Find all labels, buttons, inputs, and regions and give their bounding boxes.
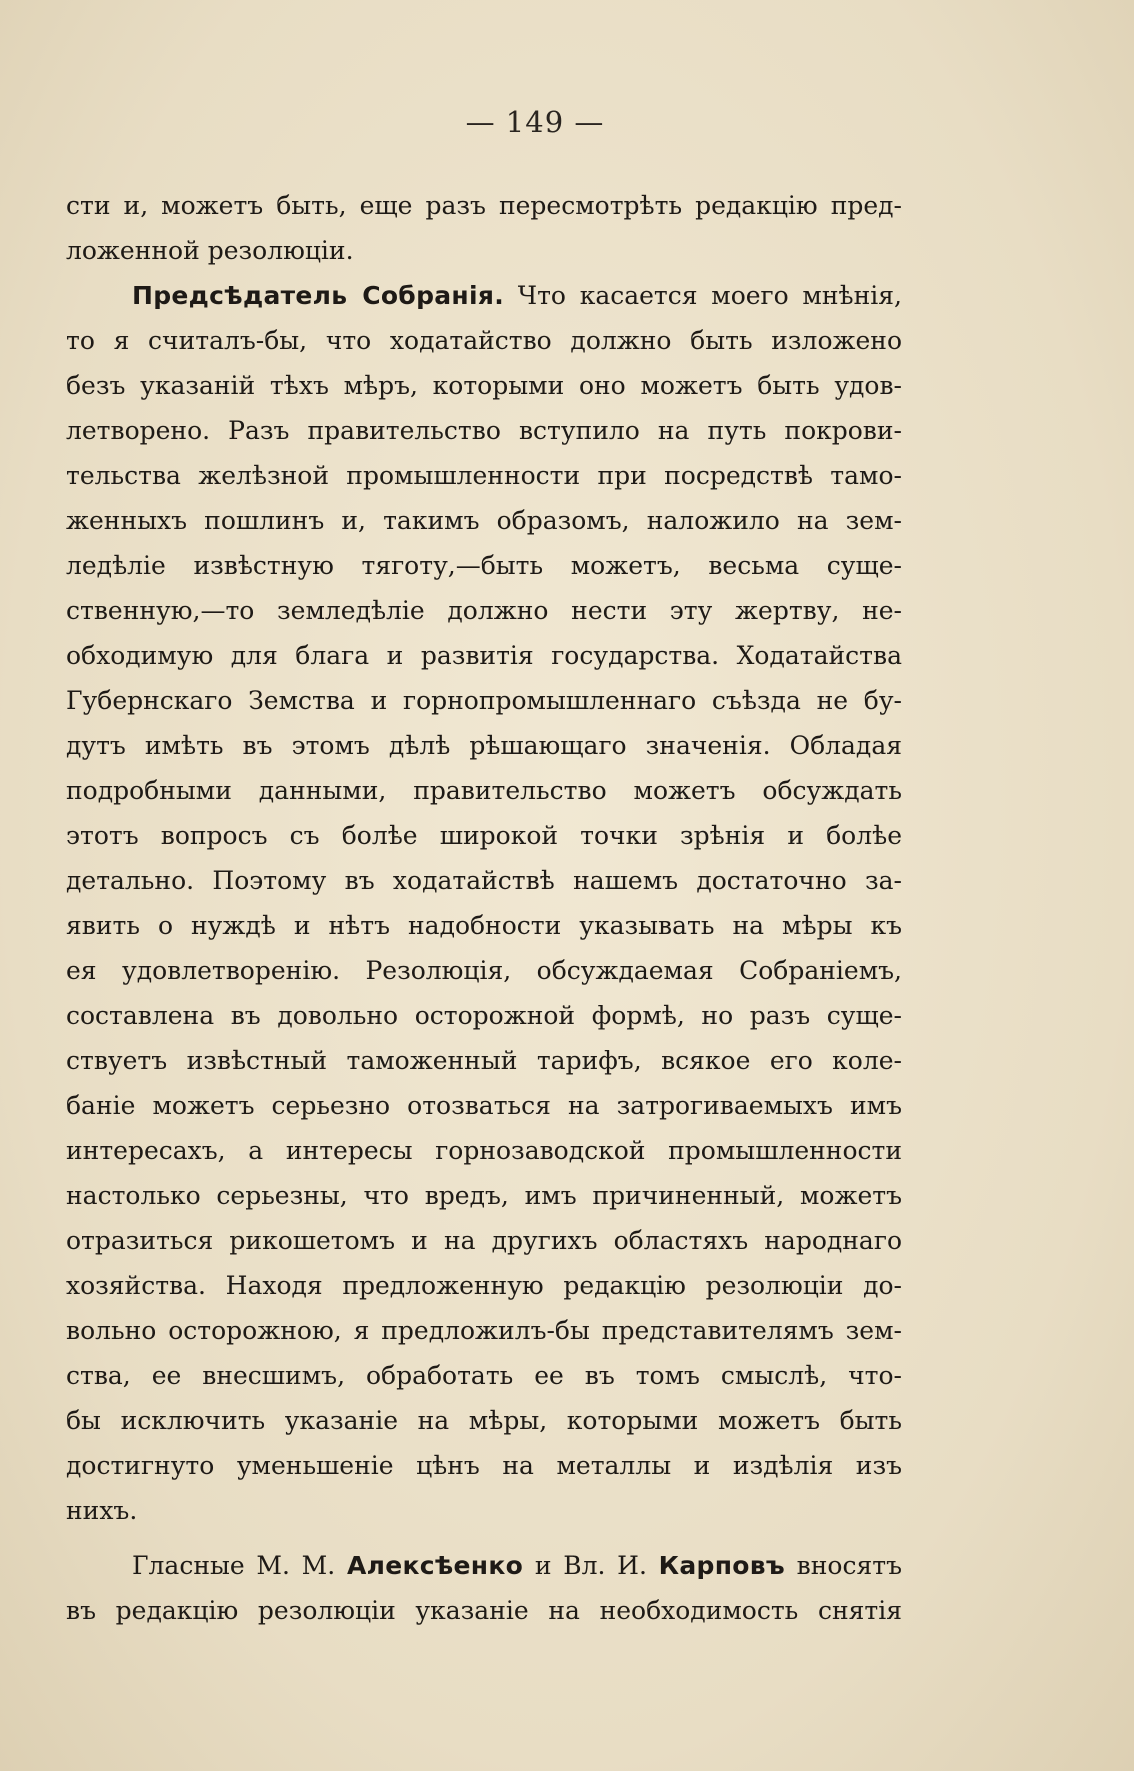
speech-text: Гласные М. М. — [132, 1551, 347, 1580]
page-number: — 149 — — [465, 105, 605, 139]
text-line: хозяйства. Находя предложенную редакцію резолюціи до- — [66, 1271, 902, 1300]
text-line: ледѣліе извѣстную тяготу,—быть можетъ, весьма суще- — [66, 551, 902, 580]
text-line: Губернскаго Земства и горнопромышленнаго съѣзда не бу- — [66, 686, 902, 715]
text-line: вольно осторожною, я предложилъ-бы представителямъ зем- — [66, 1316, 902, 1345]
speaker-name: Предсѣдатель Собранія. — [132, 281, 505, 310]
speaker-name: Карповъ — [658, 1551, 785, 1580]
text-line — [132, 1543, 902, 1589]
text-line: ства, ее внесшимъ, обработать ее въ томъ смыслѣ, что- — [66, 1361, 902, 1390]
text-line: ствуетъ извѣстный таможенный тарифъ, всякое его коле- — [66, 1046, 902, 1075]
text-line: этотъ вопросъ съ болѣе широкой точки зрѣнія и болѣе — [66, 821, 902, 850]
text-line: нихъ. — [66, 1496, 138, 1525]
speech-text: и Вл. И. — [523, 1551, 659, 1580]
text-line: женныхъ пошлинъ и, такимъ образомъ, наложило на зем- — [66, 506, 902, 535]
text-line: явить о нуждѣ и нѣтъ надобности указывать на мѣры къ — [66, 911, 902, 940]
text-line: тельства желѣзной промышленности при посредствѣ тамо- — [66, 461, 902, 490]
text-line: достигнуто уменьшеніе цѣнъ на металлы и издѣлія изъ — [66, 1451, 902, 1480]
text-line: баніе можетъ серьезно отозваться на затрогиваемыхъ имъ — [66, 1091, 902, 1120]
text-line: ственную,—то земледѣліе должно нести эту жертву, не- — [66, 596, 902, 625]
text-line: летворено. Разъ правительство вступило на путь покрови- — [66, 416, 902, 445]
text-line: подробными данными, правительство можетъ обсуждать — [66, 776, 902, 805]
speech-text: вносятъ — [784, 1551, 902, 1580]
text-line: обходимую для блага и развитія государства. Ходатайства — [66, 641, 902, 670]
text-line: интересахъ, а интересы горнозаводской промышленности — [66, 1136, 902, 1165]
speech-text: Что касается моего мнѣнія, — [504, 281, 902, 310]
text-line: ложенной резолюціи. — [66, 236, 354, 265]
text-line: отразиться рикошетомъ и на другихъ областяхъ народнаго — [66, 1226, 902, 1255]
text-line: сти и, можетъ быть, еще разъ пересмотрѣть редакцію пред- — [66, 191, 902, 220]
text-line — [132, 273, 902, 319]
text-line: ея удовлетворенію. Резолюція, обсуждаемая Собраніемъ, — [66, 956, 902, 985]
text-line: безъ указаній тѣхъ мѣръ, которыми оно можетъ быть удов- — [66, 371, 902, 400]
text-line: въ редакцію резолюціи указаніе на необходимость снятія — [66, 1596, 902, 1625]
speaker-name: Алексѣенко — [346, 1551, 524, 1580]
text-line: дутъ имѣть въ этомъ дѣлѣ рѣшающаго значенія. Обладая — [66, 731, 902, 760]
text-line: то я считалъ-бы, что ходатайство должно быть изложено — [66, 326, 902, 355]
text-line: настолько серьезны, что вредъ, имъ причиненный, можетъ — [66, 1181, 902, 1210]
text-line: детально. Поэтому въ ходатайствѣ нашемъ достаточно за- — [66, 866, 902, 895]
text-line: бы исключить указаніе на мѣры, которыми можетъ быть — [66, 1406, 902, 1435]
text-line: составлена въ довольно осторожной формѣ, но разъ суще- — [66, 1001, 902, 1030]
